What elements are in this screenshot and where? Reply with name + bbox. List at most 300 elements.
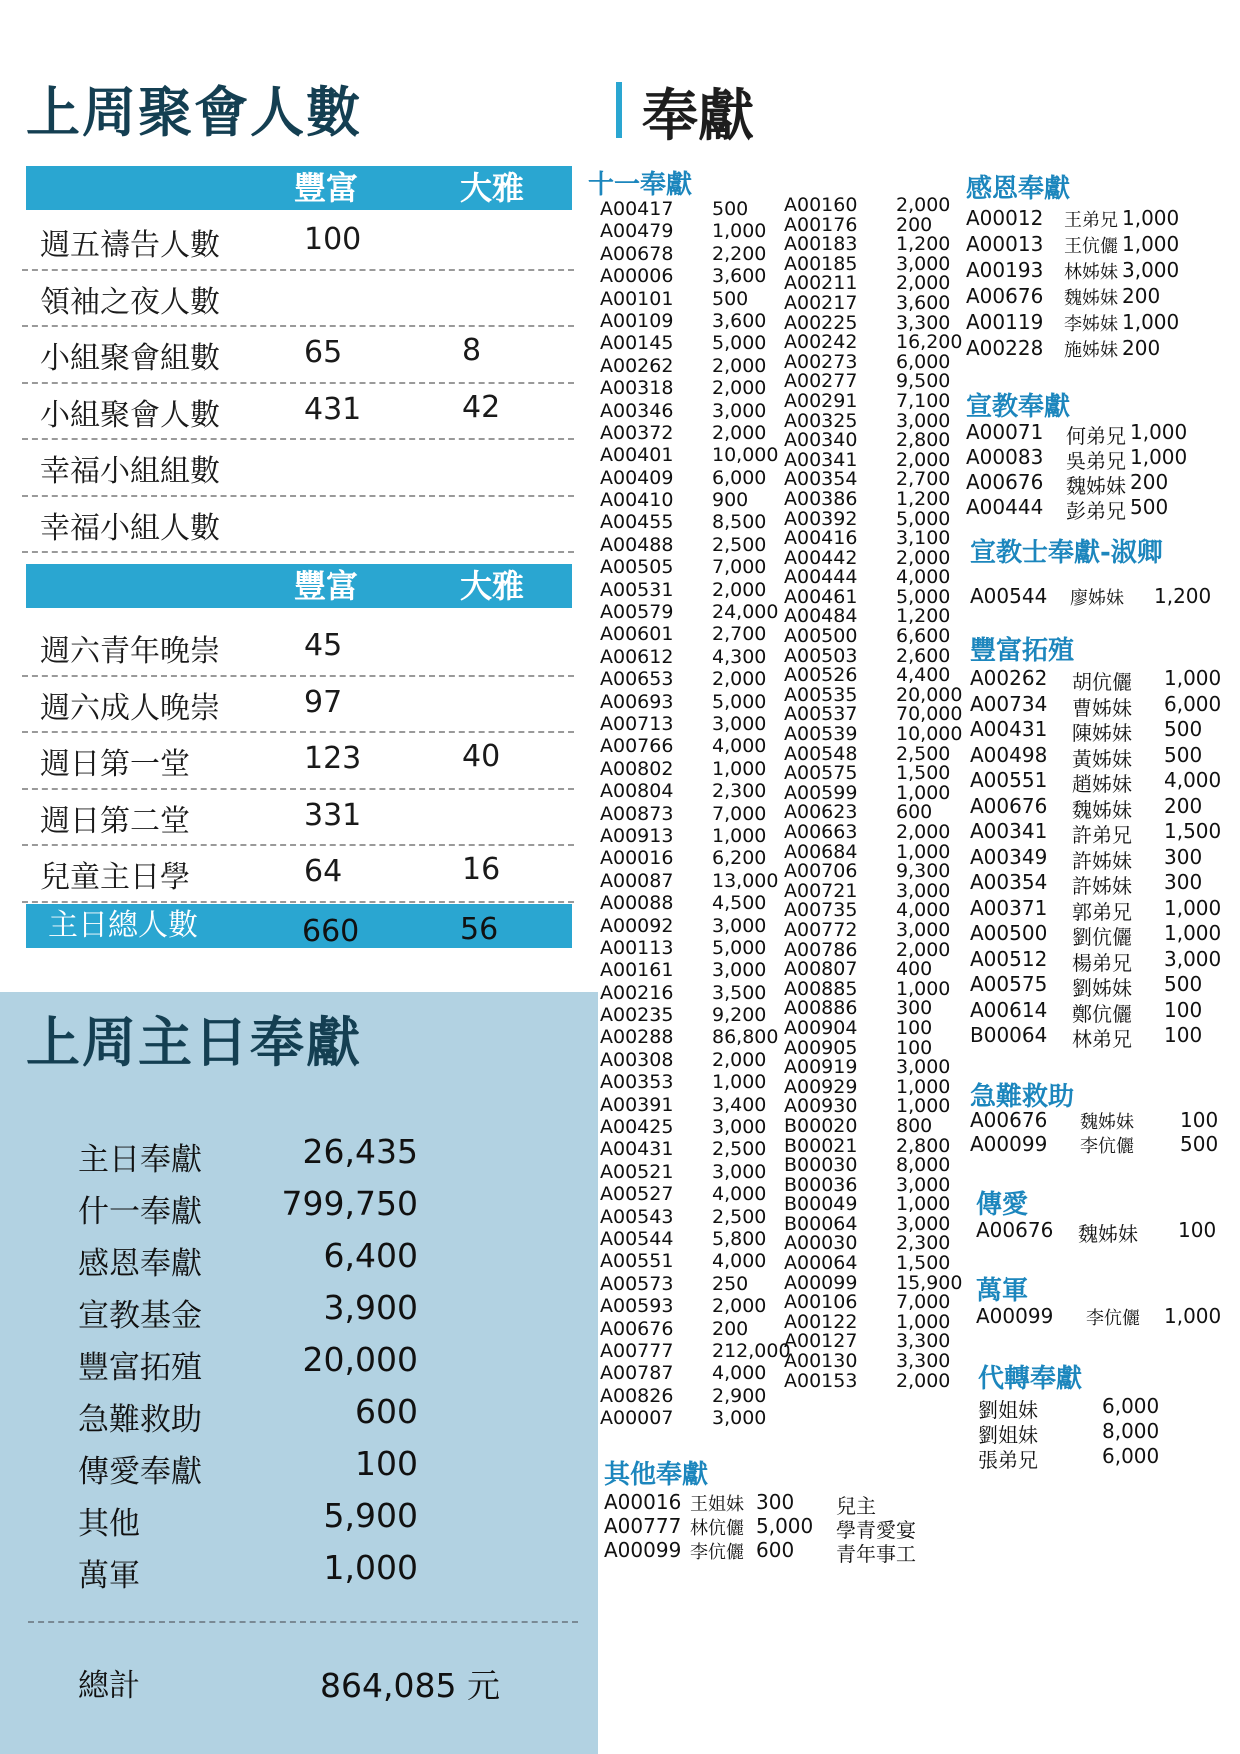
tithe-id: A00444 — [784, 566, 858, 589]
summary-row — [78, 1290, 498, 1340]
thanks-title: 感恩奉獻 — [966, 174, 1071, 204]
tithe-amount: 24,000 — [712, 601, 779, 624]
tithe-amount: 5,000 — [712, 936, 767, 959]
tithe-entry — [784, 1016, 962, 1039]
tithe-id: A00503 — [784, 644, 858, 667]
tithe-amount: 6,000 — [712, 466, 767, 489]
tithe-id: A00386 — [784, 487, 858, 510]
entry-cell: 曹姊妹 — [1072, 695, 1132, 720]
entry-cell: 魏姊妹 — [1072, 797, 1132, 822]
tithe-entry — [600, 355, 791, 377]
entry-cell: 100 — [1180, 1108, 1219, 1132]
row-label: 兒童主日學 — [40, 860, 190, 896]
tithe-amount: 1,200 — [896, 487, 951, 510]
tithe-id: B00030 — [784, 1154, 858, 1177]
tithe-id: A00016 — [600, 847, 674, 870]
row-value-fengfu: 331 — [304, 797, 362, 833]
tithe-id: A00527 — [600, 1183, 674, 1206]
tithe-entry — [600, 713, 791, 735]
entry-cell: 王姐妹 — [690, 1494, 744, 1515]
tithe-amount: 8,000 — [896, 1154, 951, 1177]
tithe-entry — [600, 1094, 791, 1116]
attendance-title: 上周聚會人數 — [26, 81, 362, 144]
offering-title: 奉獻 — [642, 84, 754, 149]
tithe-entry — [600, 758, 791, 780]
tithe-amount: 2,000 — [712, 421, 767, 444]
entry-cell: 6,000 — [1164, 691, 1222, 716]
entry-cell: 500 — [1180, 1132, 1219, 1156]
tithe-id: A00623 — [784, 801, 858, 824]
tithe-entry — [600, 220, 791, 242]
entry-cell: 100 — [1164, 1023, 1203, 1047]
summary-value: 1,000 — [323, 1548, 418, 1587]
row-label: 幸福小組人數 — [40, 510, 220, 546]
row-label: 幸福小組組數 — [40, 454, 220, 490]
entry-cell: A00676 — [970, 1108, 1048, 1132]
tithe-amount: 212,000 — [712, 1339, 791, 1362]
entry-cell: 5,000 — [756, 1514, 814, 1538]
tithe-entry — [600, 579, 791, 601]
tithe-entry — [600, 803, 791, 825]
tithe-entry — [784, 196, 962, 216]
attendance-total-row — [26, 904, 572, 948]
tithe-amount: 3,400 — [712, 1093, 767, 1116]
entry-cell: 100 — [1178, 1218, 1217, 1242]
tithe-entry — [600, 847, 791, 869]
row-value-daya: 8 — [462, 333, 482, 369]
row-value-fengfu: 45 — [304, 628, 343, 664]
entry-cell: 何弟兄 — [1066, 424, 1126, 448]
entry-cell: 1,000 — [1164, 1304, 1222, 1328]
tithe-id: A00401 — [600, 444, 674, 467]
relief-title: 急難救助 — [970, 1082, 1075, 1112]
tithe-amount: 2,000 — [896, 194, 951, 216]
army-title: 萬軍 — [976, 1276, 1029, 1306]
entry-cell: 林弟兄 — [1072, 1027, 1132, 1051]
entry-cell: A00099 — [970, 1132, 1048, 1156]
row-label: 週六青年晚崇 — [40, 634, 220, 670]
tithe-id: A00417 — [600, 198, 674, 220]
entry-cell: 林伉儷 — [690, 1518, 744, 1539]
tithe-amount: 3,600 — [712, 309, 767, 332]
entry-cell: A00512 — [970, 946, 1048, 971]
tithe-entry — [600, 1026, 791, 1048]
tithe-id: A00544 — [600, 1227, 674, 1250]
plant-title: 豐富拓殖 — [970, 636, 1075, 666]
tithe-id: A00804 — [600, 780, 674, 803]
tithe-amount: 7,000 — [712, 556, 767, 579]
tithe-amount: 3,000 — [712, 1116, 767, 1139]
entry-cell: A00575 — [970, 972, 1048, 996]
entry-cell: 魏姊妹 — [1064, 288, 1118, 309]
tithe-amount: 2,000 — [712, 668, 767, 691]
tithe-id: A00488 — [600, 533, 674, 556]
entry-cell: 500 — [1164, 972, 1203, 996]
entry-cell: 200 — [1164, 793, 1203, 818]
tithe-amount: 900 — [712, 489, 749, 512]
tithe-entry — [600, 623, 791, 645]
summary-label: 什一奉獻 — [78, 1194, 202, 1230]
tithe-amount: 1,000 — [712, 757, 767, 780]
attendance-row — [22, 790, 574, 847]
tithe-entry — [600, 1228, 791, 1250]
entry-cell: 魏姊妹 — [1066, 474, 1126, 498]
tithe-id: A00099 — [784, 1271, 858, 1294]
tithe-id: A00766 — [600, 735, 674, 758]
entry-cell: 100 — [1164, 997, 1203, 1022]
tithe-id: A00291 — [784, 389, 858, 412]
tithe-entry — [600, 1318, 791, 1340]
tithe-id: A00030 — [784, 1232, 858, 1255]
tithe-entry — [600, 780, 791, 802]
tithe-id: A00929 — [784, 1075, 858, 1098]
tithe-amount: 300 — [896, 997, 933, 1020]
tithe-id: A00886 — [784, 997, 858, 1020]
tithe-entry — [600, 870, 791, 892]
tithe-amount: 500 — [712, 287, 749, 310]
attendance-row — [22, 733, 574, 790]
entry-cell: A00071 — [966, 420, 1044, 444]
tithe-amount: 1,000 — [896, 1310, 951, 1333]
tithe-entry — [600, 377, 791, 399]
tithe-id: A00676 — [600, 1317, 674, 1340]
summary-label: 萬軍 — [78, 1558, 140, 1594]
row-label: 小組聚會人數 — [40, 397, 220, 433]
row-value-daya: 42 — [462, 389, 501, 425]
tithe-id: A00913 — [600, 824, 674, 847]
entry-cell: A00431 — [970, 717, 1048, 741]
entry-cell: A00099 — [604, 1538, 682, 1562]
entry-cell: A00371 — [970, 895, 1048, 920]
entry-cell: A00676 — [966, 470, 1044, 494]
tithe-amount: 86,800 — [712, 1026, 779, 1049]
summary-label: 其他 — [78, 1506, 140, 1542]
tithe-id: A00735 — [784, 899, 858, 922]
tithe-amount: 16,200 — [896, 331, 963, 354]
tithe-id: A00341 — [784, 448, 858, 471]
transfer-title: 代轉奉獻 — [978, 1364, 1083, 1394]
entry-cell: 郭弟兄 — [1072, 899, 1132, 924]
entry-cell: A00354 — [970, 870, 1048, 894]
tithe-amount: 2,000 — [712, 1295, 767, 1318]
entry-cell: 500 — [1164, 742, 1203, 767]
tithe-id: A00802 — [600, 757, 674, 780]
tithe-entry — [600, 310, 791, 332]
entry-cell: 劉姐妹 — [978, 1423, 1038, 1447]
entry-cell: 彭弟兄 — [1066, 499, 1126, 523]
entry-cell: 魏姊妹 — [1080, 1112, 1134, 1133]
entry-cell: 300 — [1164, 870, 1203, 894]
tithe-id: A00176 — [784, 213, 858, 236]
tithe-amount: 2,300 — [712, 780, 767, 803]
tithe-id: A00160 — [784, 194, 858, 216]
tithe-entry — [784, 1097, 962, 1117]
tithe-title: 十一奉獻 — [588, 170, 693, 200]
tithe-entry — [600, 288, 791, 310]
row-value-fengfu: 97 — [304, 684, 343, 720]
entry-cell: 魏姊妹 — [1078, 1222, 1138, 1246]
entry-cell: A00551 — [970, 768, 1048, 792]
tithe-entry — [600, 668, 791, 690]
entry-cell: 施姊妹 — [1064, 340, 1118, 361]
tithe-id: A00905 — [784, 1036, 858, 1059]
tithe-amount: 2,000 — [896, 546, 951, 569]
tithe-amount: 2,600 — [896, 644, 951, 667]
tithe-amount: 1,500 — [896, 1252, 951, 1275]
header-col-daya: 大雅 — [460, 567, 525, 605]
tithe-entry — [600, 332, 791, 354]
attendance-row — [22, 440, 574, 497]
header-col-fengfu: 豐富 — [294, 567, 359, 605]
tithe-id: A00873 — [600, 802, 674, 825]
summary-label: 主日奉獻 — [78, 1142, 202, 1178]
tithe-id: A00410 — [600, 489, 674, 512]
tithe-id: A00573 — [600, 1272, 674, 1295]
tithe-id: A00145 — [600, 332, 674, 355]
tithe-id: A00273 — [784, 350, 858, 373]
tithe-entry — [600, 1049, 791, 1071]
entry-cell: 趙姊妹 — [1072, 772, 1132, 796]
attendance-header-1 — [26, 166, 572, 210]
attendance-row — [22, 620, 574, 677]
tithe-column-2 — [784, 196, 962, 1391]
tithe-id: A00216 — [600, 981, 674, 1004]
entry-cell: A00500 — [970, 921, 1048, 945]
entry-cell: 青年事工 — [836, 1542, 916, 1566]
tithe-amount: 4,000 — [712, 1362, 767, 1385]
tithe-entry — [600, 422, 791, 444]
tithe-entry — [600, 959, 791, 981]
tithe-entry — [600, 1138, 791, 1160]
tithe-id: A00235 — [600, 1004, 674, 1027]
tithe-amount: 3,000 — [896, 409, 951, 432]
summary-title: 上周主日奉獻 — [26, 1011, 362, 1074]
entry-cell: 李姊妹 — [1064, 314, 1118, 335]
tithe-id: A00548 — [784, 742, 858, 765]
summary-label: 感恩奉獻 — [78, 1246, 202, 1282]
tithe-amount: 1,500 — [896, 762, 951, 785]
summary-total-row — [78, 1660, 498, 1710]
tithe-amount: 3,000 — [712, 712, 767, 735]
tithe-amount: 5,800 — [712, 1227, 767, 1250]
tithe-amount: 4,000 — [896, 566, 951, 589]
tithe-entry — [784, 999, 962, 1019]
tithe-entry — [600, 400, 791, 422]
tithe-entry — [600, 556, 791, 578]
entry-cell: 3,000 — [1164, 946, 1222, 971]
entry-cell: A00193 — [966, 258, 1044, 282]
tithe-id: A00442 — [784, 546, 858, 569]
entry-cell: 500 — [1130, 495, 1169, 519]
tithe-amount: 1,200 — [896, 605, 951, 628]
tithe-id: A00807 — [784, 958, 858, 981]
tithe-amount: 2,000 — [896, 272, 951, 295]
tithe-amount: 2,800 — [896, 429, 951, 452]
attendance-row — [22, 384, 574, 441]
row-label: 小組聚會組數 — [40, 341, 220, 377]
tithe-id: A00772 — [784, 918, 858, 941]
tithe-id: A00777 — [600, 1339, 674, 1362]
total-fengfu: 660 — [302, 914, 360, 949]
tithe-amount: 8,500 — [712, 511, 767, 534]
tithe-entry — [600, 825, 791, 847]
tithe-id: A00392 — [784, 507, 858, 530]
summary-value: 26,435 — [302, 1132, 418, 1171]
entry-cell: 6,000 — [1102, 1394, 1160, 1418]
row-value-fengfu: 431 — [304, 391, 362, 427]
tithe-amount: 3,300 — [896, 311, 951, 334]
row-label: 週日第二堂 — [40, 803, 190, 839]
entry-cell: 劉姊妹 — [1072, 976, 1132, 1000]
row-label: 週五禱告人數 — [40, 228, 220, 264]
tithe-entry — [600, 1183, 791, 1205]
tithe-amount: 2,300 — [896, 1232, 951, 1255]
tithe-amount: 2,000 — [896, 448, 951, 471]
entry-cell: 1,500 — [1164, 819, 1222, 843]
tithe-amount: 1,000 — [896, 781, 951, 804]
entry-cell: A00013 — [966, 232, 1044, 256]
summary-row — [78, 1446, 498, 1496]
entry-cell: 鄭伉儷 — [1072, 1001, 1132, 1026]
entry-cell: 4,000 — [1164, 768, 1222, 792]
tithe-id: A00431 — [600, 1138, 674, 1161]
entry-cell: A00228 — [966, 336, 1044, 360]
tithe-id: A00354 — [784, 468, 858, 491]
love-title: 傳愛 — [976, 1190, 1029, 1220]
tithe-id: A00318 — [600, 377, 674, 400]
tithe-id: A00599 — [784, 781, 858, 804]
title-accent-bar — [616, 82, 622, 138]
tithe-amount: 5,000 — [712, 332, 767, 355]
tithe-entry — [600, 646, 791, 668]
tithe-amount: 3,600 — [896, 291, 951, 314]
attendance-row — [22, 327, 574, 384]
attendance-row — [22, 271, 574, 328]
tithe-id: A00409 — [600, 466, 674, 489]
row-label: 週日第一堂 — [40, 747, 190, 783]
tithe-id: A00288 — [600, 1026, 674, 1049]
tithe-entry — [600, 1004, 791, 1026]
total-daya: 56 — [460, 912, 499, 947]
tithe-entry — [600, 198, 791, 220]
tithe-amount: 9,500 — [896, 370, 951, 393]
tithe-entry — [600, 489, 791, 511]
tithe-amount: 3,000 — [896, 1212, 951, 1235]
tithe-id: A00092 — [600, 914, 674, 937]
tithe-amount: 250 — [712, 1272, 749, 1295]
tithe-id: A00006 — [600, 265, 674, 288]
tithe-entry — [600, 444, 791, 466]
tithe-id: A00130 — [784, 1350, 858, 1373]
row-value-fengfu: 65 — [304, 335, 343, 371]
tithe-amount: 2,500 — [896, 742, 951, 765]
tithe-id: A00653 — [600, 668, 674, 691]
entry-cell: 王伉儷 — [1064, 236, 1118, 257]
tithe-id: A00242 — [784, 331, 858, 354]
tithe-id: A00526 — [784, 664, 858, 687]
tithe-entry — [600, 1161, 791, 1183]
entry-cell: 1,000 — [1164, 895, 1222, 920]
entry-cell: 李伉儷 — [1086, 1308, 1140, 1329]
row-value-fengfu: 64 — [304, 854, 343, 890]
tithe-amount: 9,200 — [712, 1004, 767, 1027]
tithe-id: A00479 — [600, 220, 674, 243]
tithe-id: A00153 — [784, 1369, 858, 1392]
tithe-id: A00706 — [784, 860, 858, 883]
tithe-amount: 3,000 — [896, 1056, 951, 1079]
tithe-amount: 6,200 — [712, 847, 767, 870]
tithe-id: A00484 — [784, 605, 858, 628]
tithe-amount: 3,000 — [896, 252, 951, 275]
summary-total-value: 864,085 元 — [320, 1666, 500, 1705]
entry-cell: 吳弟兄 — [1066, 449, 1126, 473]
summary-row — [78, 1186, 498, 1236]
summary-row — [78, 1238, 498, 1288]
tithe-amount: 2,900 — [712, 1384, 767, 1407]
entry-cell: 1,000 — [1122, 232, 1180, 256]
entry-cell: A00083 — [966, 445, 1044, 469]
tithe-id: B00049 — [784, 1193, 858, 1216]
entry-cell: A00734 — [970, 691, 1048, 716]
tithe-id: A00106 — [784, 1291, 858, 1314]
tithe-id: A00088 — [600, 892, 674, 915]
tithe-amount: 6,600 — [896, 625, 951, 648]
tithe-amount: 100 — [896, 1016, 933, 1039]
missionary-title: 宣教士奉獻-淑卿 — [970, 538, 1163, 568]
tithe-id: A00346 — [600, 399, 674, 422]
tithe-id: A00325 — [784, 409, 858, 432]
attendance-row — [22, 497, 574, 554]
entry-cell: 200 — [1130, 470, 1169, 494]
tithe-id: A00713 — [600, 712, 674, 735]
row-value-daya: 16 — [462, 852, 501, 888]
entry-cell: 200 — [1122, 284, 1161, 308]
tithe-entry — [600, 1071, 791, 1093]
summary-row — [78, 1342, 498, 1392]
mission-title: 宣教奉獻 — [966, 392, 1071, 422]
entry-cell: 1,000 — [1130, 420, 1188, 444]
tithe-id: A00211 — [784, 272, 858, 295]
entry-cell: B00064 — [970, 1023, 1048, 1047]
tithe-id: A00340 — [784, 429, 858, 452]
tithe-amount: 1,000 — [896, 840, 951, 863]
tithe-amount: 1,000 — [712, 824, 767, 847]
tithe-amount: 7,000 — [896, 1291, 951, 1314]
summary-row — [78, 1134, 498, 1184]
tithe-id: A00678 — [600, 242, 674, 265]
tithe-id: A00601 — [600, 623, 674, 646]
entry-cell: 王弟兄 — [1064, 210, 1118, 231]
entry-cell: A00498 — [970, 742, 1048, 767]
summary-divider — [28, 1621, 578, 1623]
tithe-id: A00593 — [600, 1295, 674, 1318]
entry-cell: 200 — [1122, 336, 1161, 360]
entry-cell: 6,000 — [1102, 1444, 1160, 1468]
entry-cell: 陳姊妹 — [1072, 721, 1132, 745]
tithe-amount: 4,000 — [712, 735, 767, 758]
entry-cell: A00676 — [970, 793, 1048, 818]
tithe-amount: 5,000 — [712, 690, 767, 713]
attendance-row — [22, 677, 574, 734]
tithe-id: A00537 — [784, 703, 858, 726]
tithe-amount: 7,000 — [712, 802, 767, 825]
tithe-id: A00007 — [600, 1407, 674, 1430]
entry-cell: A00341 — [970, 819, 1048, 843]
tithe-entry — [600, 1407, 791, 1429]
entry-cell: A00676 — [966, 284, 1044, 308]
tithe-id: A00087 — [600, 869, 674, 892]
row-value-fengfu: 100 — [304, 222, 362, 258]
